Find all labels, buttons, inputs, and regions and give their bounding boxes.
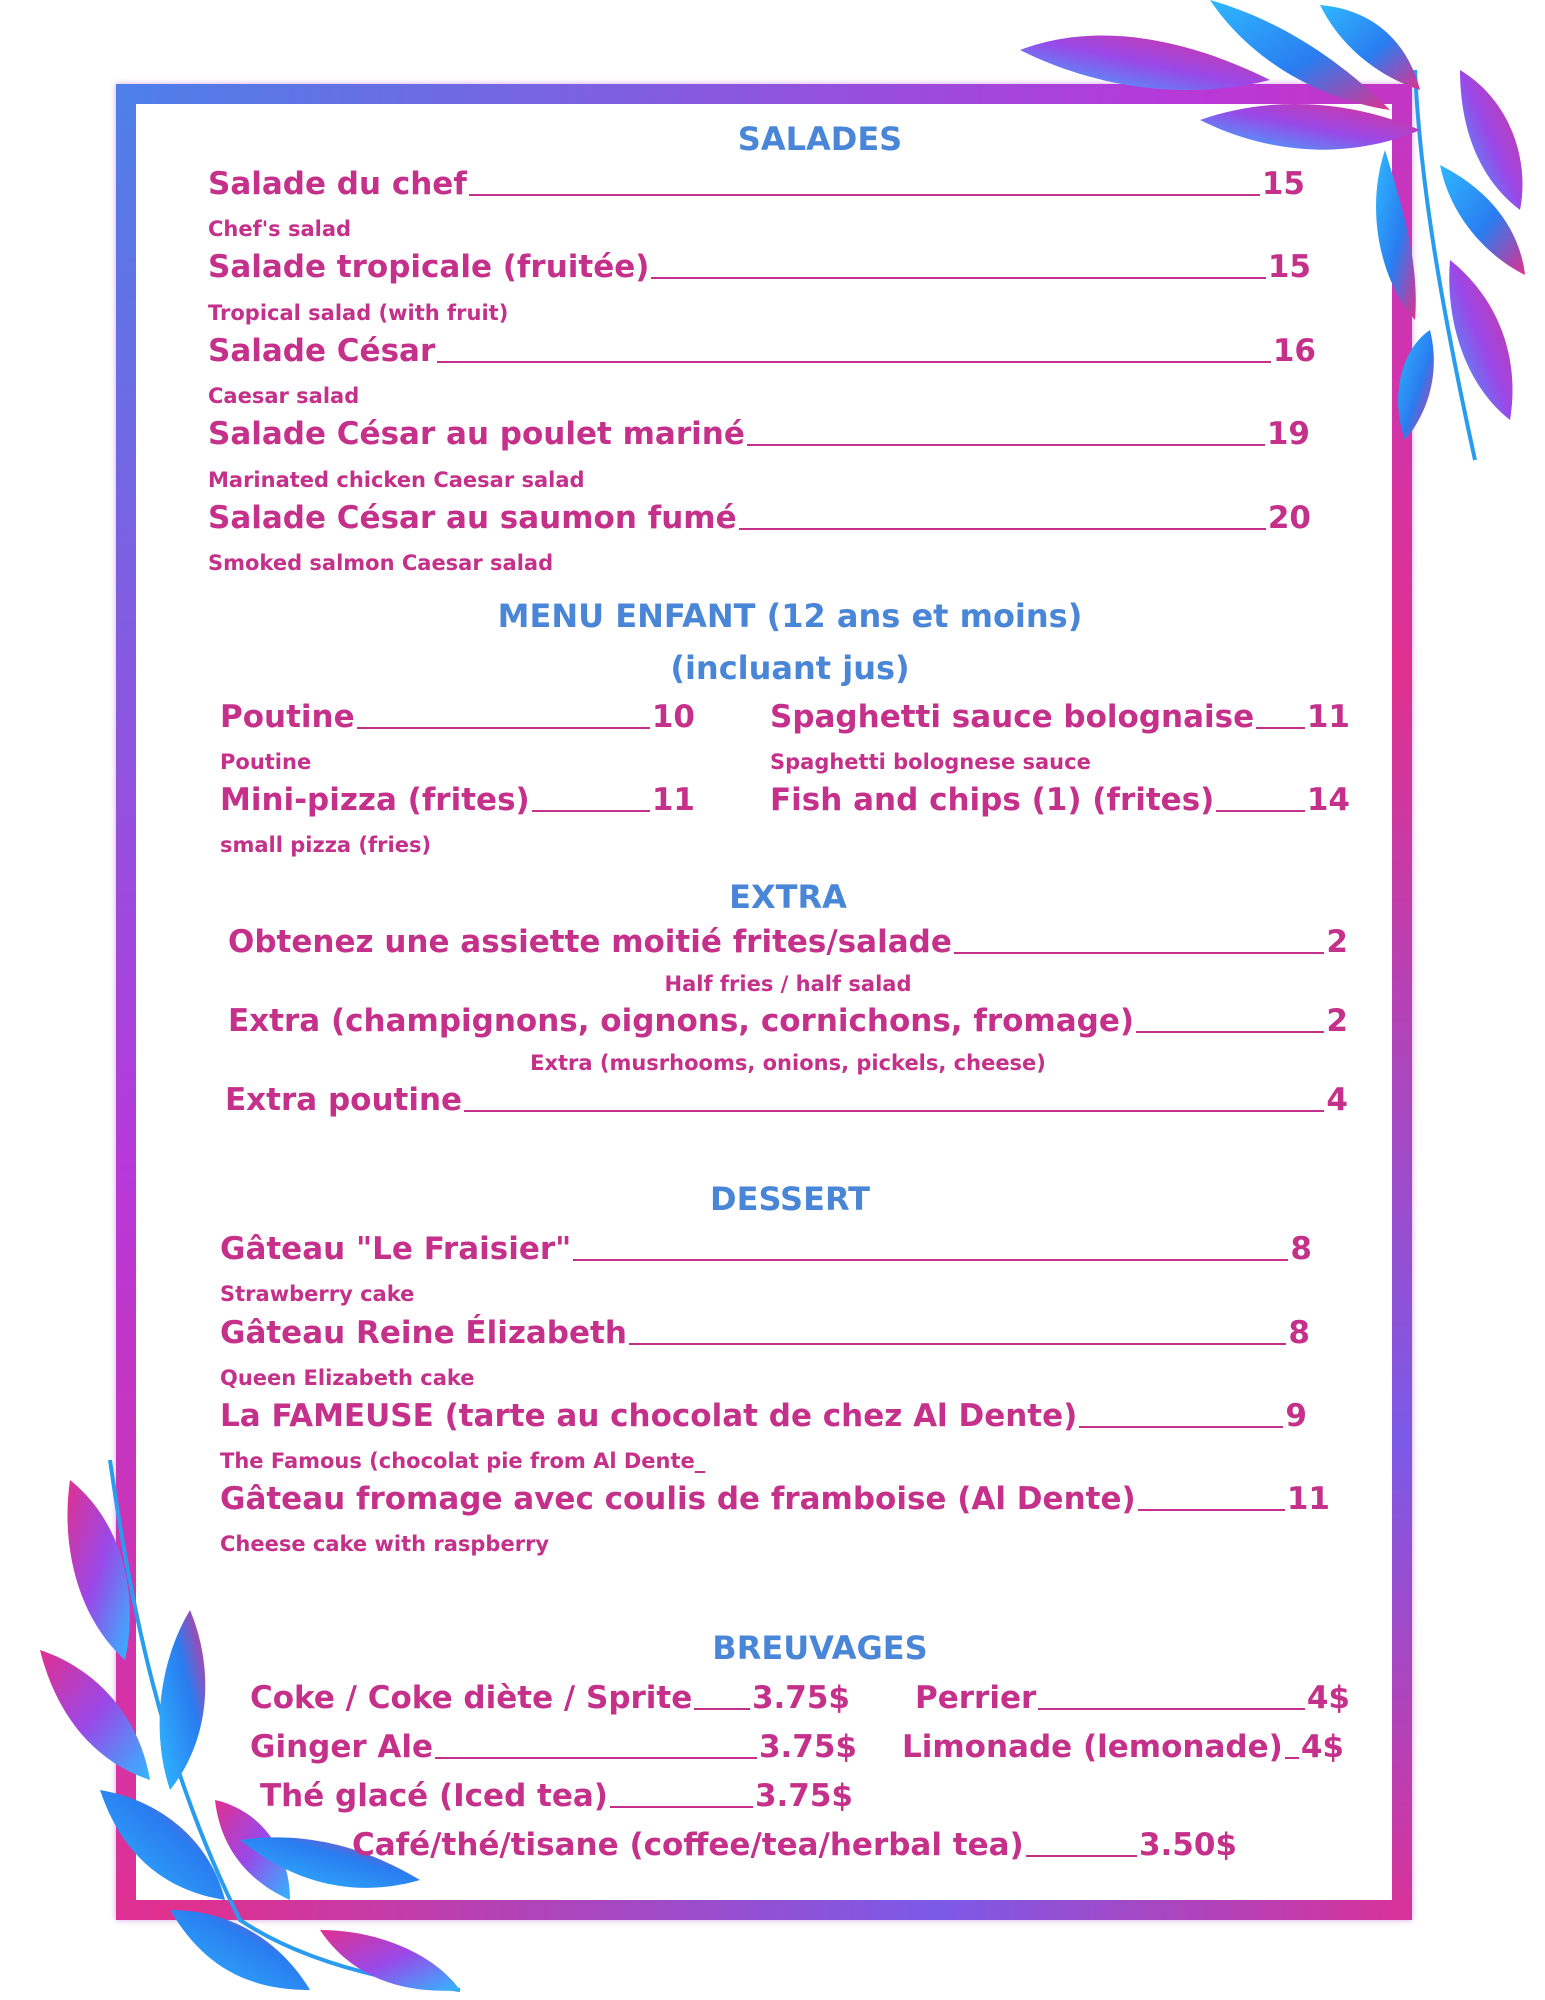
item-name: Salade César — [208, 333, 436, 369]
dotted-leader — [357, 727, 650, 729]
section-heading-dessert: DESSERT — [710, 1180, 870, 1218]
dotted-leader — [1138, 1509, 1285, 1511]
item-translation: Extra (musrhooms, onions, pickels, cheese) — [530, 1051, 1046, 1075]
item-price: 4$ — [1306, 1680, 1350, 1716]
item-price: 19 — [1266, 416, 1310, 452]
menu-item — [208, 333, 1316, 369]
dotted-leader — [437, 361, 1271, 363]
section-heading-breuvages: BREUVAGES — [712, 1629, 928, 1667]
dotted-leader — [1256, 727, 1305, 729]
item-name: Mini-pizza (frites) — [220, 782, 530, 818]
item-price: 15 — [1261, 166, 1305, 202]
item-price: 11 — [1306, 699, 1350, 735]
dotted-leader — [1216, 810, 1305, 812]
item-name: Gâteau Reine Élizabeth — [220, 1315, 627, 1351]
dotted-leader — [573, 1259, 1288, 1261]
item-name: Spaghetti sauce bolognaise — [770, 699, 1255, 735]
section-heading-extra: EXTRA — [729, 878, 847, 916]
menu-item — [220, 1481, 1330, 1517]
item-name: Salade tropicale (fruitée) — [208, 249, 650, 285]
dotted-leader — [469, 194, 1260, 196]
section-heading-enfant: MENU ENFANT (12 ans et moins) — [497, 597, 1083, 635]
dotted-leader — [464, 1110, 1324, 1112]
item-name: Salade César au saumon fumé — [208, 500, 737, 536]
dotted-leader — [610, 1806, 753, 1808]
item-translation: The Famous (chocolat pie from Al Dente_ — [220, 1449, 706, 1473]
menu-item — [260, 1778, 853, 1814]
item-price: 15 — [1267, 249, 1311, 285]
section-subheading-enfant: (incluant jus) — [670, 649, 910, 687]
item-price: 16 — [1272, 333, 1316, 369]
menu-item — [770, 699, 1350, 735]
item-price: 14 — [1306, 782, 1350, 818]
dotted-leader — [629, 1343, 1287, 1345]
item-price: 3.75$ — [754, 1778, 853, 1814]
item-translation: Poutine — [220, 750, 312, 774]
item-translation: Half fries / half salad — [664, 972, 912, 996]
item-translation: Chef's salad — [208, 217, 352, 241]
item-name: Extra (champignons, oignons, cornichons, fromage) — [228, 1003, 1135, 1039]
item-translation: Smoked salmon Caesar salad — [208, 551, 554, 575]
item-name: Gâteau fromage avec coulis de framboise (Al Dente) — [220, 1481, 1136, 1517]
dotted-leader — [954, 952, 1325, 954]
item-name: Gâteau "Le Fraisier" — [220, 1231, 572, 1267]
menu-item — [770, 782, 1350, 818]
item-name: Ginger Ale — [250, 1729, 434, 1765]
dotted-leader — [1285, 1757, 1299, 1759]
dotted-leader — [1026, 1855, 1137, 1857]
item-translation: Spaghetti bolognese sauce — [770, 750, 1091, 774]
dotted-leader — [747, 444, 1265, 446]
dotted-leader — [532, 810, 650, 812]
item-price: 3.75$ — [751, 1680, 850, 1716]
item-name: Fish and chips (1) (frites) — [770, 782, 1215, 818]
item-price: 4$ — [1300, 1729, 1344, 1765]
dotted-leader — [1038, 1708, 1305, 1710]
item-name: Coke / Coke diète / Sprite — [250, 1680, 693, 1716]
item-price: 9 — [1285, 1398, 1307, 1434]
item-translation: Cheese cake with raspberry — [220, 1532, 550, 1556]
item-price: 10 — [651, 699, 695, 735]
item-price: 20 — [1267, 500, 1311, 536]
dotted-leader — [651, 277, 1265, 279]
item-translation: Caesar salad — [208, 384, 360, 408]
item-translation: Queen Elizabeth cake — [220, 1366, 475, 1390]
menu-item — [228, 1003, 1348, 1039]
menu-item — [915, 1680, 1350, 1716]
item-price: 8 — [1290, 1231, 1312, 1267]
menu-item — [208, 249, 1311, 285]
item-name: Perrier — [915, 1680, 1037, 1716]
item-name: Salade du chef — [208, 166, 467, 202]
menu-item — [250, 1729, 857, 1765]
menu-item — [208, 500, 1311, 536]
item-name: La FAMEUSE (tarte au chocolat de chez Al Dente) — [220, 1398, 1078, 1434]
menu-item — [208, 416, 1310, 452]
item-translation: Strawberry cake — [220, 1282, 415, 1306]
item-price: 3.50$ — [1138, 1827, 1237, 1863]
item-name: Thé glacé (Iced tea) — [260, 1778, 608, 1814]
dotted-leader — [1136, 1031, 1324, 1033]
item-price: 8 — [1288, 1315, 1310, 1351]
menu-item — [228, 924, 1348, 960]
item-price: 4 — [1326, 1082, 1348, 1118]
menu-item — [902, 1729, 1344, 1765]
menu-item — [225, 1082, 1348, 1118]
item-name: Limonade (lemonade) — [902, 1729, 1283, 1765]
menu-item — [220, 1231, 1312, 1267]
dotted-leader — [1079, 1426, 1283, 1428]
item-name: Salade César au poulet mariné — [208, 416, 745, 452]
item-translation: Tropical salad (with fruit) — [208, 301, 509, 325]
menu-item — [250, 1680, 850, 1716]
item-price: 11 — [651, 782, 695, 818]
dotted-leader — [739, 528, 1266, 530]
menu-item — [220, 699, 695, 735]
item-price: 2 — [1326, 1003, 1348, 1039]
menu-item — [220, 1398, 1307, 1434]
menu-item — [220, 782, 695, 818]
section-heading-salades: SALADES — [737, 120, 903, 158]
item-price: 11 — [1286, 1481, 1330, 1517]
item-name: Café/thé/tisane (coffee/tea/herbal tea) — [352, 1827, 1024, 1863]
dotted-leader — [435, 1757, 757, 1759]
dotted-leader — [694, 1708, 750, 1710]
menu-item — [352, 1827, 1237, 1863]
menu-item — [208, 166, 1305, 202]
menu-item — [220, 1315, 1310, 1351]
item-price: 2 — [1326, 924, 1348, 960]
item-name: Poutine — [220, 699, 355, 735]
item-translation: Marinated chicken Caesar salad — [208, 468, 585, 492]
item-price: 3.75$ — [758, 1729, 857, 1765]
item-translation: small pizza (fries) — [220, 833, 432, 857]
item-name: Obtenez une assiette moitié frites/salade — [228, 924, 952, 960]
item-name: Extra poutine — [225, 1082, 463, 1118]
